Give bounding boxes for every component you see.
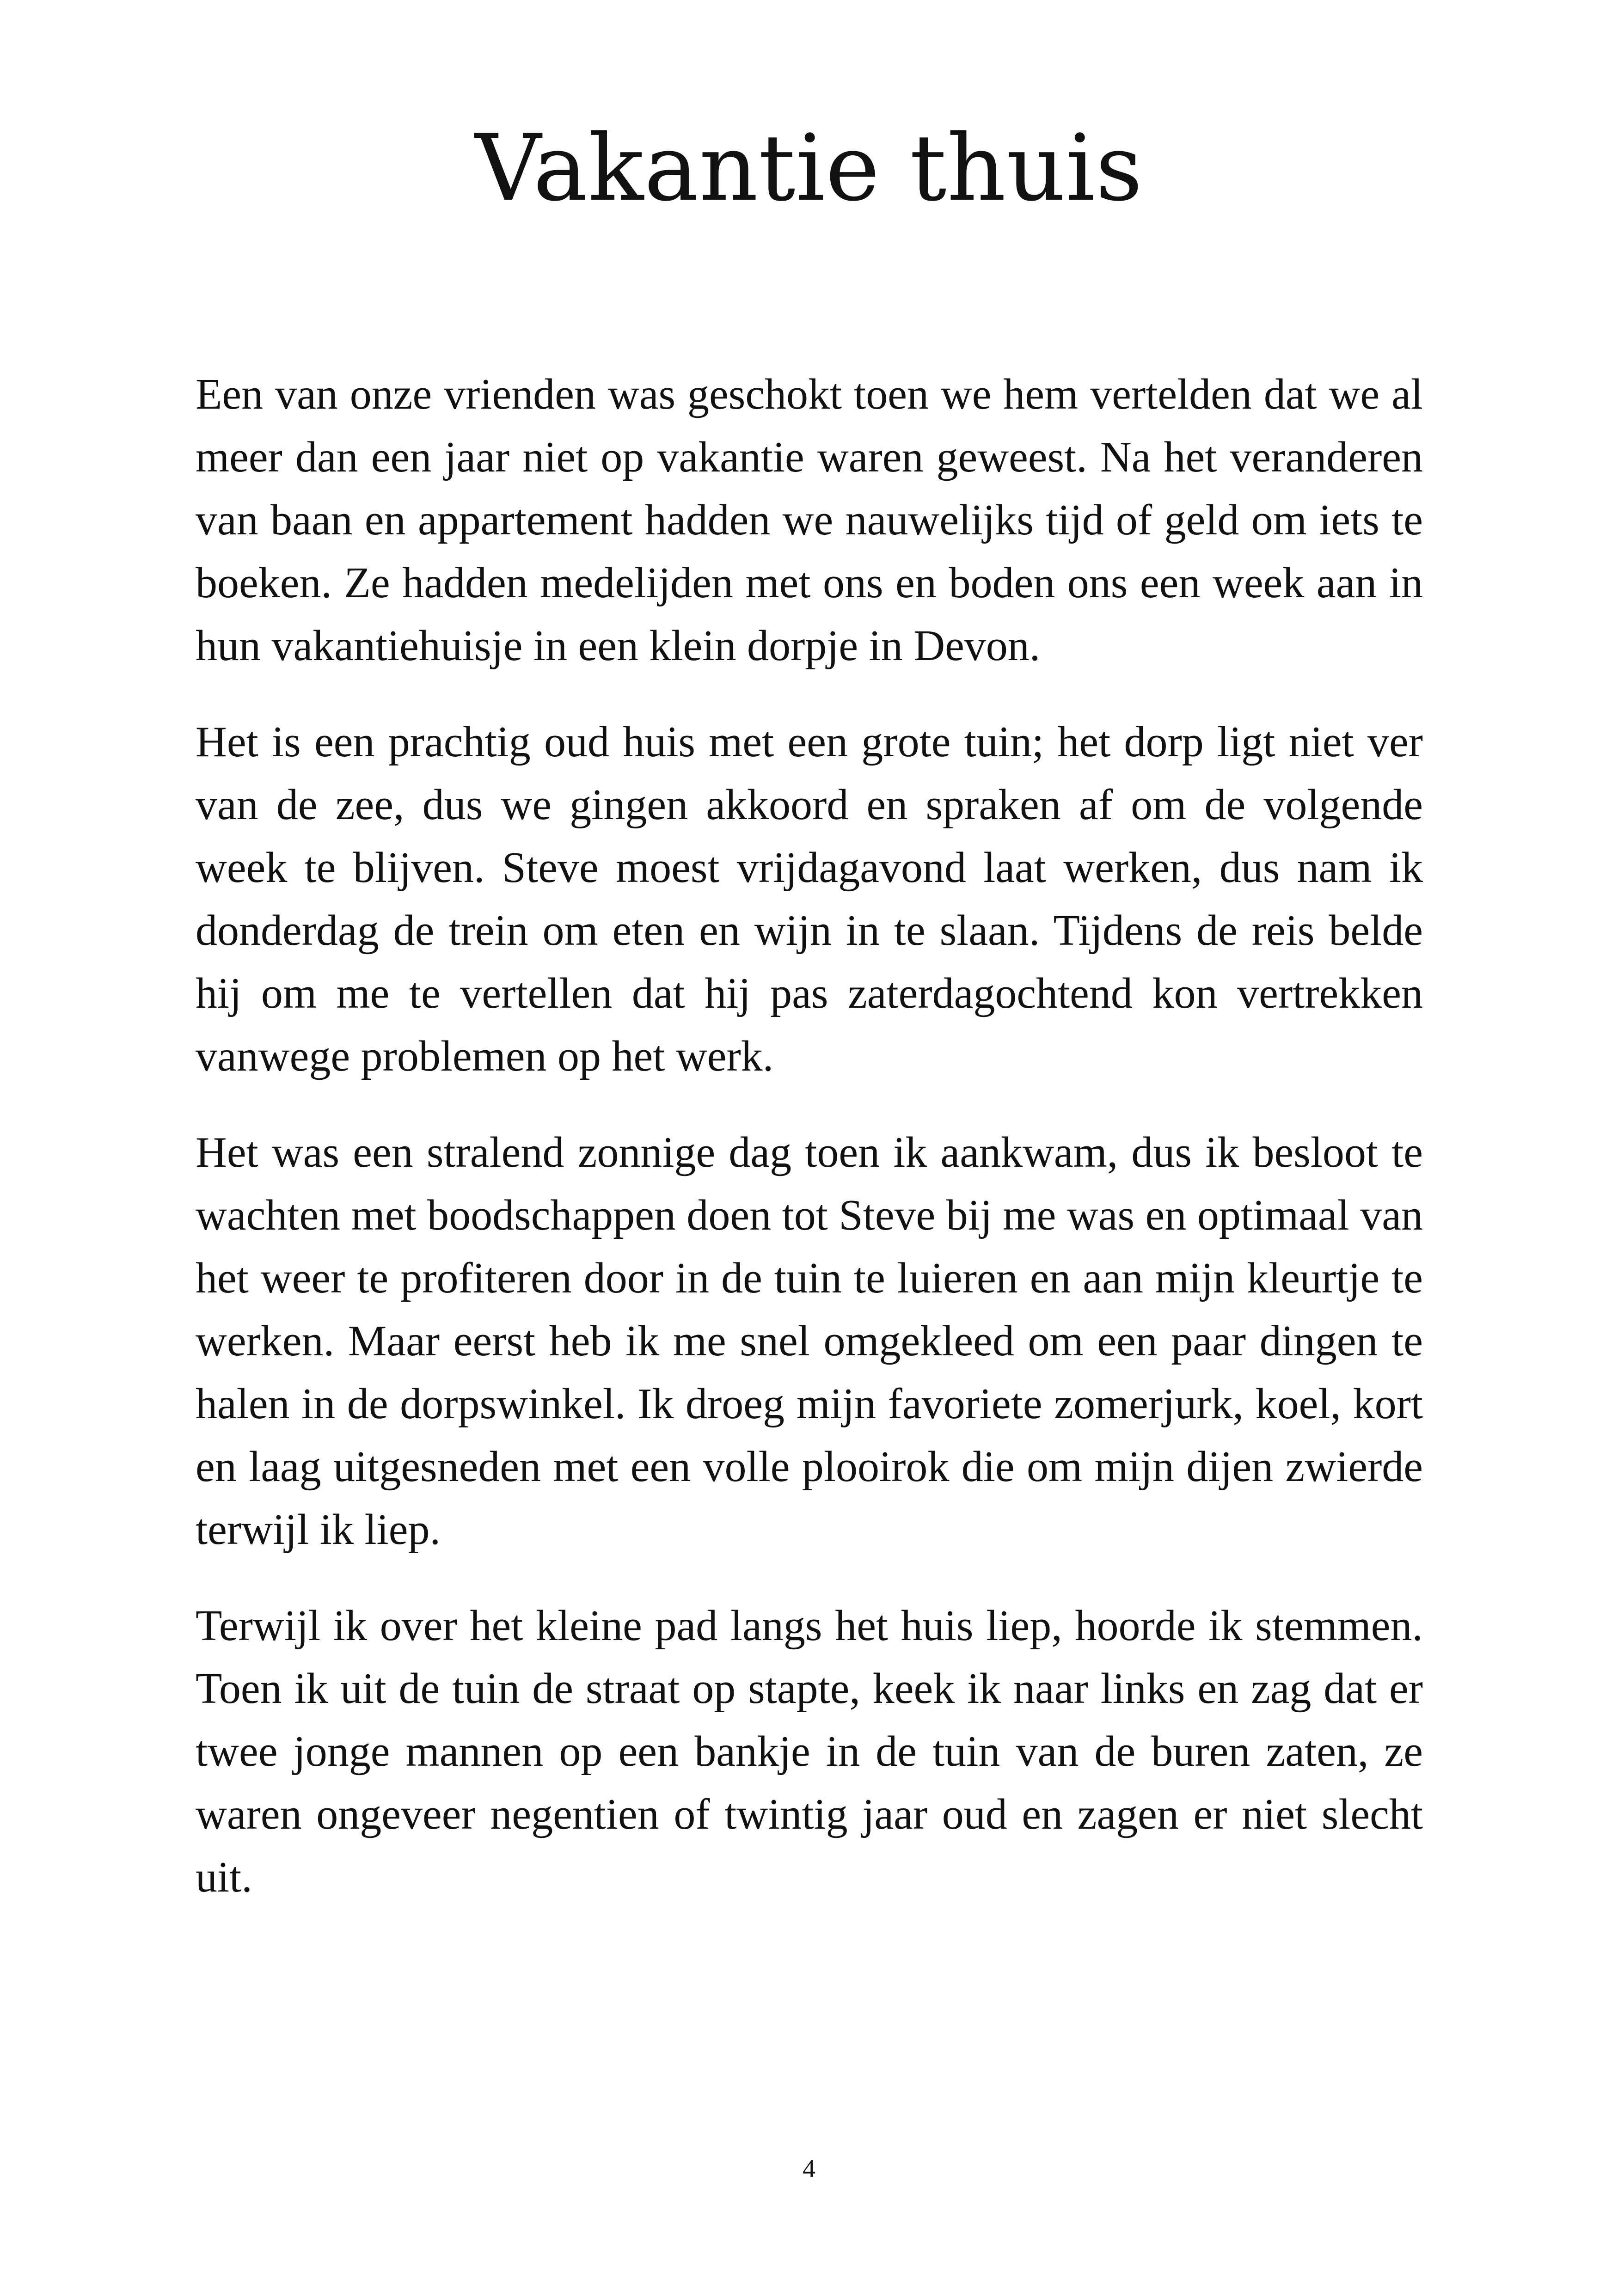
paragraph: Terwijl ik over het kleine pad langs het huis liep, hoorde ik stemmen. Toen ik uit de tuin de straat op stapte, keek ik naar links en zag dat er twee jonge mannen op een bankje in de tuin van de buren zaten, ze waren ongeveer negentien of twintig jaar oud en zagen er niet slecht uit. <box>196 1602 1423 1901</box>
paragraph: Een van onze vrienden was geschokt toen we hem vertelden dat we al meer dan een jaar niet op vakantie waren geweest. Na het veranderen van baan en appartement hadden we nauwelijks tijd of geld om iets te boeken. Ze hadden medelijden met ons en boden ons een week aan in hun vakantiehuisje in een klein dorpje in Devon. <box>196 370 1423 670</box>
paragraph: Het is een prachtig oud huis met een grote tuin; het dorp ligt niet ver van de zee, dus we gingen akkoord en spraken af om de volgende week te blijven. Steve moest vrijdagavond laat werken, dus nam ik donderdag de trein om eten en wijn in te slaan. Tijdens de reis belde hij om me te vertellen dat hij pas zaterdagochtend kon vertrekken vanwege problemen op het werk. <box>196 718 1423 1080</box>
page-number: 4 <box>803 2155 815 2183</box>
paragraph: Het was een stralend zonnige dag toen ik aankwam, dus ik besloot te wachten met boodschappen doen tot Steve bij me was en optimaal van het weer te profiteren door in de tuin te luieren en aan mijn kleurtje te werken. Maar eerst heb ik me snel omgekleed om een paar dingen te halen in de dorpswinkel. Ik droeg mijn favoriete zomerjurk, koel, kort en laag uitgesneden met een volle plooirok die om mijn dijen zwierde terwijl ik liep. <box>196 1128 1423 1554</box>
body-text <box>196 363 1423 1942</box>
page-title: Vakantie thuis <box>475 115 1143 221</box>
